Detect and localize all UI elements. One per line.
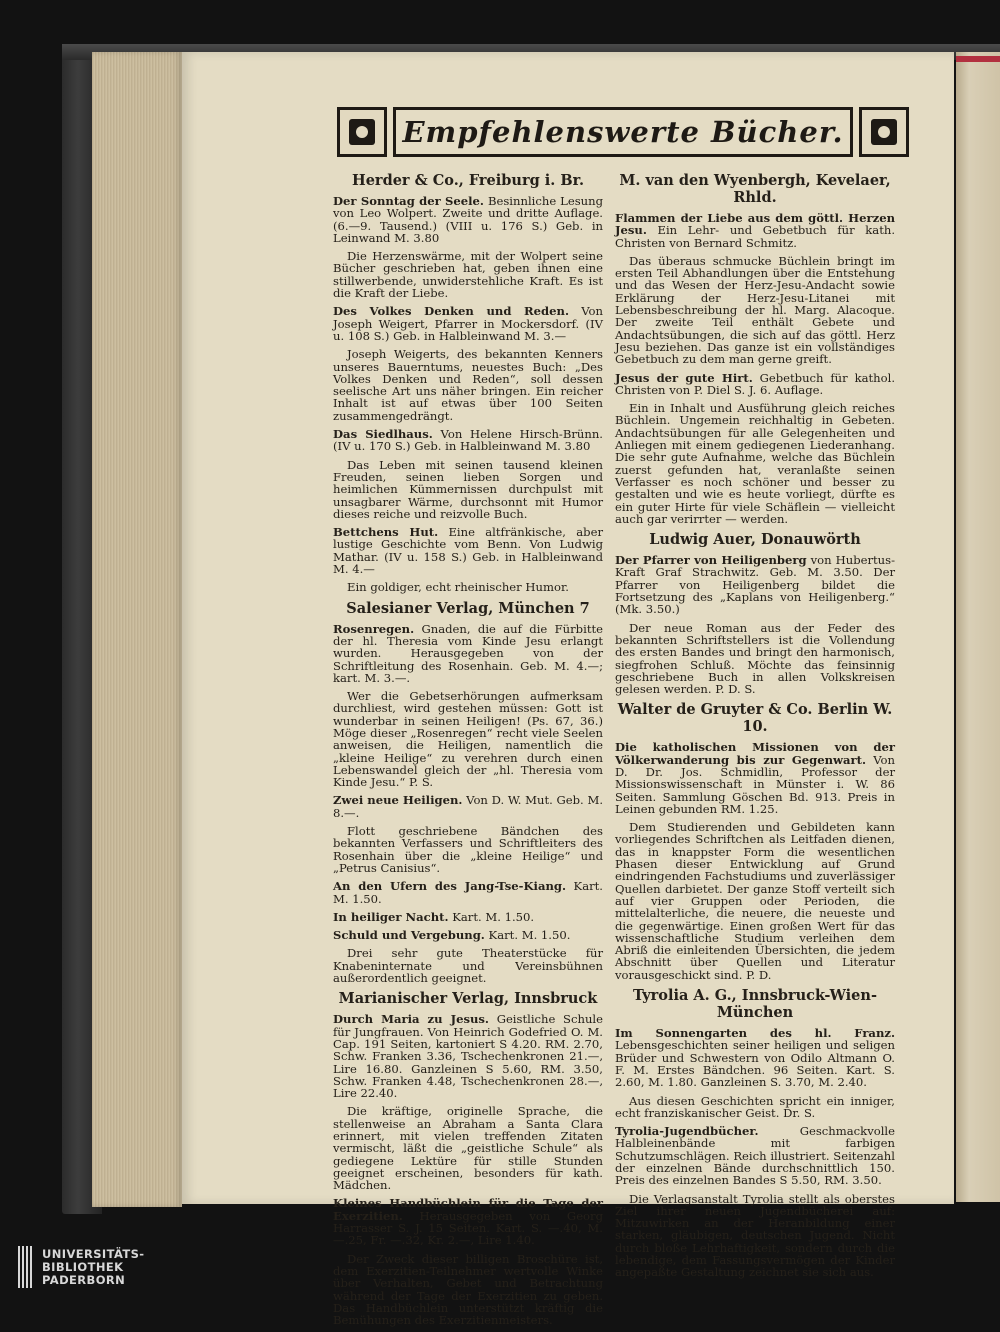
book-details: Ein Lehr- und Gebetbuch für kath. Christen von Bernard Schmitz. (615, 223, 896, 250)
left-column (333, 170, 603, 1332)
book-entry (333, 880, 603, 905)
publisher-heading: Walter de Gruyter & Co. Berlin W. 10. (617, 701, 893, 736)
book-title: An den Ufern des Jang-Tse-Kiang. (333, 879, 567, 894)
book-details: Kart. M. 1.50. (333, 879, 603, 906)
right-column (615, 170, 895, 1285)
book-review: Die Verlagsanstalt Tyrolia stellt als oberstes Ziel ihrer neuen Jugendbücherei auf: Mitzuwirken an der Heranbildung einer starken, gläubigen, deutschen Jugend. Nicht durch bloße Lehrhaftigkeit, sondern durch die lebendige, dem Fassungsvermögen der Kinder angepaßte Gestaltung zeichnet sie sich aus. (615, 1191, 895, 1280)
book-details: Kart. M. 1.50. (488, 928, 571, 943)
book-title: Der Pfarrer von Heiligenberg (615, 553, 807, 568)
publisher-heading: Ludwig Auer, Donauwörth (649, 531, 861, 549)
book-details: Von Helene Hirsch-Brünn. (IV u. 170 S.) Geb. in Halbleinwand M. 3.80 (333, 427, 603, 454)
book-title: Jesus der gute Hirt. (615, 370, 753, 385)
title-box (393, 107, 853, 157)
book-title: Im Sonnengarten des hl. Franz. (615, 1026, 895, 1041)
page-stack (92, 52, 182, 1207)
book-review: Das Leben mit seinen tausend kleinen Freuden, seinen lieben Sorgen und heimlichen Kümmernissen durchpulst mit unsagbarer Wärme, durchsonnt mit Humor dieses reiche und reizvolle Buch. (333, 457, 603, 521)
book-review: Ein in Inhalt und Ausführung gleich reiches Büchlein. Ungemein reichhaltig in Gebeten. Andachtsübungen für alle Gelegenheiten und Anliegen mit einem gediegenen Liederanhang. Die sehr gute Aufnahme, welche das Büchlein zuerst gefunden hat, veranlaßte seinen Verfasser es noch schöner und besser zu gestalten und wie es heute vorliegt, dürfte es ein guter Hirte für viele Schäflein — vielleicht auch gar verirrter — werden. (615, 401, 895, 526)
publisher-heading: Salesianer Verlag, München 7 (346, 599, 590, 617)
book-details: Geistliche Schule für Jungfrauen. Von Heinrich Godefried O. M. Cap. 191 Seiten, kartoniert S 4.20. RM. 2.70, Schw. Franken 3.36, Tschechenkronen 21.—, Lire 16.80. Ganzleinen S 5.60, RM. 3.50, Schw. Franken 4.48, Tschechenkronen 28.—, Lire 22.40. (333, 1012, 603, 1101)
bookmark-ribbon (956, 56, 1000, 62)
book-details: Gnaden, die auf die Fürbitte der hl. Theresia vom Kinde Jesu erlangt wurden. Herausgegeben von der Schriftleitung des Rosenhain. Geb. M. 4.—; kart. M. 3.—. (333, 621, 603, 685)
book-review: Drei sehr gute Theaterstücke für Knabeninternate und Vereinsbühnen außerordentlich geeignet. (333, 946, 603, 986)
book-entry (333, 305, 603, 342)
book-review: Ein goldiger, echt rheinischer Humor. (347, 580, 569, 595)
book-entry (333, 195, 603, 244)
book-title: Des Volkes Denken und Reden. (333, 304, 569, 319)
book-review: Dem Studierenden und Gebildeten kann vorliegendes Schriftchen als Leitfaden dienen, das in knappster Form die wesentlichen Phasen dieser Entwicklung auf Grund eindringenden Fachstudiums und zuverlässiger Quellen darbietet. Der ganze Stoff verteilt sich auf vier Gruppen oder Perioden, die mittelalterliche, die neuere, die neueste und die gegenwärtige. Einen großen Wert für das wissenschaftliche Studium verleihen dem Abriß die einleitenden Übersichten, die jedem Abschnitt über Quellen und Literatur vorausgeschickt sind. P. D. (615, 820, 895, 982)
publisher-heading: Marianischer Verlag, Innsbruck (338, 990, 598, 1008)
book-review: Die Herzenswärme, mit der Wolpert seine Bücher geschrieben hat, geben ihnen eine stillwerbende, unwiderstehliche Kraft. Es ist die Kraft der Liebe. (333, 249, 603, 301)
book-entry (615, 1125, 895, 1186)
library-logo-text (42, 1248, 144, 1287)
ornament-left-icon (337, 107, 387, 157)
book-title: Tyrolia-Jugendbücher. (615, 1124, 759, 1139)
book-entry (333, 623, 603, 684)
book-entry (615, 372, 895, 397)
publisher-heading: Herder & Co., Freiburg i. Br. (352, 172, 584, 189)
next-page-edge (956, 52, 1000, 1202)
library-logo-icon (18, 1246, 32, 1288)
publisher-heading: Tyrolia A. G., Innsbruck-Wien-München (633, 987, 877, 1022)
book-title: Die katholischen Missionen von der Völkerwanderung bis zur Gegenwart. (615, 740, 895, 767)
library-logo (18, 1246, 144, 1288)
book-title: Schuld und Vergebung. (333, 928, 485, 943)
book-review: Joseph Weigerts, des bekannten Kenners unseres Bauerntums, neuestes Buch: „Des Volkes Denken und Reden“, soll dessen seelische Art uns näher bringen. Ein reicher Inhalt ist auf etwas über 100 Seiten zusammengedrängt. (333, 347, 603, 423)
book-entry (615, 741, 895, 815)
book-details: Geschmackvolle Halbleinenbände mit farbigen Schutzumschlägen. Reich illustriert. Seitenzahl der einzelnen Bände durchschnittlich 150. Preis des einzelnen Bandes S 5.50, RM. 3.50. (615, 1124, 895, 1188)
title-banner (337, 107, 909, 157)
book-review: Die kräftige, originelle Sprache, die stellenweise an Abraham a Santa Clara erinnert, mit vielen treffenden Zitaten vermischt, läßt die „geistliche Schule“ als gediegene Lektüre für stille Stunden geeignet erscheinen, besonders für kath. Mädchen. (333, 1104, 603, 1193)
logo-line: BIBLIOTHEK (42, 1259, 124, 1274)
book-entry (333, 1197, 603, 1246)
book-title: Rosenregen. (333, 621, 415, 636)
book-entry (333, 1013, 603, 1099)
book-entry (615, 554, 895, 615)
publisher-heading: M. van den Wyenbergh, Kevelaer, Rhld. (619, 172, 891, 206)
book-title: Durch Maria zu Jesus. (333, 1012, 489, 1027)
book-review: Flott geschriebene Bändchen des bekannten Verfassers und Schriftleiters des Rosenhain über die „kleine Heilige“ und „Petrus Canisius“. (333, 824, 603, 875)
book-title: In heiliger Nacht. (333, 909, 449, 924)
book-review: Wer die Gebetserhörungen aufmerksam durchliest, wird gestehen müssen: Gott ist wunderbar in seinen Heiligen! (Ps. 67, 36.) Möge dieser „Rosenregen“ recht viele Seelen anweisen, die Heiligen, namentlich die „kleine Heilige“ zu verehren durch einen Lebenswandel gleich der „hl. Theresia vom Kinde Jesu.“ P. S. (333, 689, 603, 790)
book-review: Aus diesen Geschichten spricht ein inniger, echt franziskanischer Geist. Dr. S. (615, 1093, 895, 1120)
logo-line: UNIVERSITÄTS- (42, 1246, 145, 1261)
page-title: Empfehlenswerte Bücher. (402, 115, 844, 149)
book-details: Von D. W. Mut. Geb. M. 8.—. (333, 793, 603, 820)
ornament-right-icon (859, 107, 909, 157)
book-entry (333, 428, 603, 453)
book-review: Der neue Roman aus der Feder des bekannten Schriftstellers ist die Vollendung des ersten Bandes und bringt den harmonisch, siegfrohen Schluß. Möchte das feinsinnig geschriebene Buch in allen Volkskreisen gelesen werden. P. D. S. (615, 620, 895, 697)
book-details: Kart. M. 1.50. (452, 909, 535, 924)
book-details: von Hubertus-Kraft Graf Strachwitz. Geb. M. 3.50. Der Pfarrer von Heiligenberg bildet die Fortsetzung des „Kaplans von Heiligenberg.“ (Mk. 3.50.) (615, 553, 896, 617)
book-entry (333, 929, 603, 941)
book-details: Von Joseph Weigert, Pfarrer in Mockersdorf. (IV u. 108 S.) Geb. in Halbleinwand M. 3.— (333, 304, 603, 343)
book-title: Der Sonntag der Seele. (333, 194, 484, 208)
book-details: Besinnliche Lesung von Leo Wolpert. Zweite und dritte Auflage. (6.—9. Tausend.) (VIII u. 176 S.) Geb. in Leinwand M. 3.80 (333, 194, 604, 245)
book-review: Der Zweck dieser billigen Broschüre ist, dem Exerzitien-Teilnehmer wertvolle Winke über Verhalten, Gebet und Betrachtung während der Tage der Exerzitien zu geben. Das Handbüchlein unterstützt kräftig die Bemühungen des Exerzitienmeisters. (333, 1251, 603, 1328)
book-title: Kleines Handbüchlein für die Tage der Exerzitien. (333, 1196, 603, 1223)
book-details: Eine altfränkische, aber lustige Geschichte vom Benn. Von Ludwig Mathar. (IV u. 158 S.) Geb. in Halbleinwand M. 4.— (333, 525, 603, 577)
book-title: Bettchens Hut. (333, 525, 439, 540)
book-title: Flammen der Liebe aus dem göttl. Herzen Jesu. (615, 211, 895, 238)
book-entry (615, 212, 895, 249)
book-review: Das überaus schmucke Büchlein bringt im ersten Teil Abhandlungen über die Entstehung und das Wesen der Herz-Jesu-Andacht sowie Erklärung der Herz-Jesu-Litanei mit Lebensbeschreibung der hl. Marg. Alacoque. Der zweite Teil enthält Gebete und Andachtsübungen, die sich auf das göttl. Herz Jesu beziehen. Das ganze ist ein vollständiges Gebetbuch zu dem man gerne greift. (615, 253, 895, 367)
book-details: Gebetbuch für kathol. Christen von P. Diel S. J. 6. Auflage. (615, 370, 895, 397)
book-entry (615, 1027, 895, 1088)
logo-line: PADERBORN (42, 1272, 126, 1287)
book-details: Von D. Dr. Jos. Schmidlin, Professor der Missionswissenschaft in Münster i. W. 86 Seiten. Sammlung Göschen Bd. 913. Preis in Leinen gebunden RM. 1.25. (615, 752, 896, 816)
book-details: Herausgegeben von Georg Harrasser S. J. 15 Seiten. Kart. S. —.40, M. —.25, Fr. —.32, Kr. 2.—, Lire 1.40. (333, 1208, 604, 1248)
book-entry (333, 526, 603, 575)
book-title: Das Siedlhaus. (333, 427, 433, 442)
book-entry (333, 794, 603, 819)
book-entry (333, 911, 603, 923)
book-title: Zwei neue Heiligen. (333, 793, 463, 808)
book-details: Lebensgeschichten seiner heiligen und seligen Brüder und Schwestern von Odilo Altmann O. F. M. Erstes Bändchen. 96 Seiten. Kart. S. 2.60, M. 1.80. Ganzleinen S. 3.70, M. 2.40. (615, 1038, 895, 1090)
